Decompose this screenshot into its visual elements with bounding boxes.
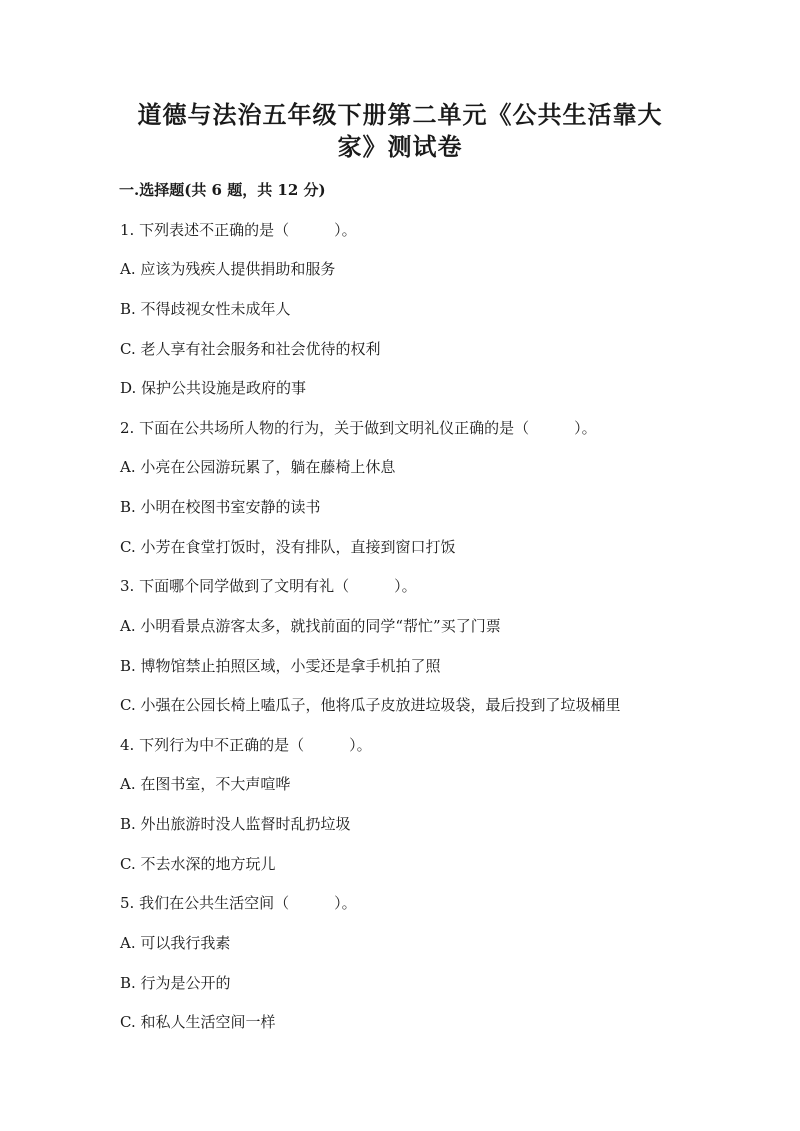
question-2-option-b: B. 小明在校图书室安静的读书 — [120, 498, 321, 516]
question-1-option-c: C. 老人享有社会服务和社会优待的权利 — [120, 340, 381, 358]
question-3-stem: 3. 下面哪个同学做到了文明有礼（ ）。 — [120, 577, 417, 595]
question-4-option-b: B. 外出旅游时没人监督时乱扔垃圾 — [120, 815, 351, 833]
question-1-stem: 1. 下列表述不正确的是（ ）。 — [120, 221, 357, 239]
question-5-option-b: B. 行为是公开的 — [120, 974, 231, 992]
question-1-option-a: A. 应该为残疾人提供捐助和服务 — [120, 260, 336, 278]
question-5-option-c: C. 和私人生活空间一样 — [120, 1013, 276, 1031]
document-title-line-2: 家》测试卷 — [337, 132, 463, 161]
question-4-option-c: C. 不去水深的地方玩儿 — [120, 855, 276, 873]
question-5-stem: 5. 我们在公共生活空间（ ）。 — [120, 894, 357, 912]
question-3-option-a: A. 小明看景点游客太多，就找前面的同学“帮忙”买了门票 — [120, 617, 501, 635]
question-2-option-c: C. 小芳在食堂打饭时，没有排队，直接到窗口打饭 — [120, 538, 456, 556]
question-3-option-b: B. 博物馆禁止拍照区域，小雯还是拿手机拍了照 — [120, 657, 441, 675]
question-4-stem: 4. 下列行为中不正确的是（ ）。 — [120, 736, 372, 754]
question-1-option-d: D. 保护公共设施是政府的事 — [120, 379, 307, 397]
question-5-option-a: A. 可以我行我素 — [120, 934, 231, 952]
question-2-stem: 2. 下面在公共场所人物的行为，关于做到文明礼仪正确的是（ ）。 — [120, 419, 597, 437]
question-4-option-a: A. 在图书室，不大声喧哗 — [120, 775, 291, 793]
question-1-option-b: B. 不得歧视女性未成年人 — [120, 300, 291, 318]
question-3-option-c: C. 小强在公园长椅上嗑瓜子，他将瓜子皮放进垃圾袋，最后投到了垃圾桶里 — [120, 696, 621, 714]
question-2-option-a: A. 小亮在公园游玩累了，躺在藤椅上休息 — [120, 458, 396, 476]
section-heading: 一.选择题(共 6 题，共 12 分) — [119, 181, 326, 199]
document-title-line-1: 道德与法治五年级下册第二单元《公共生活靠大 — [137, 100, 663, 129]
